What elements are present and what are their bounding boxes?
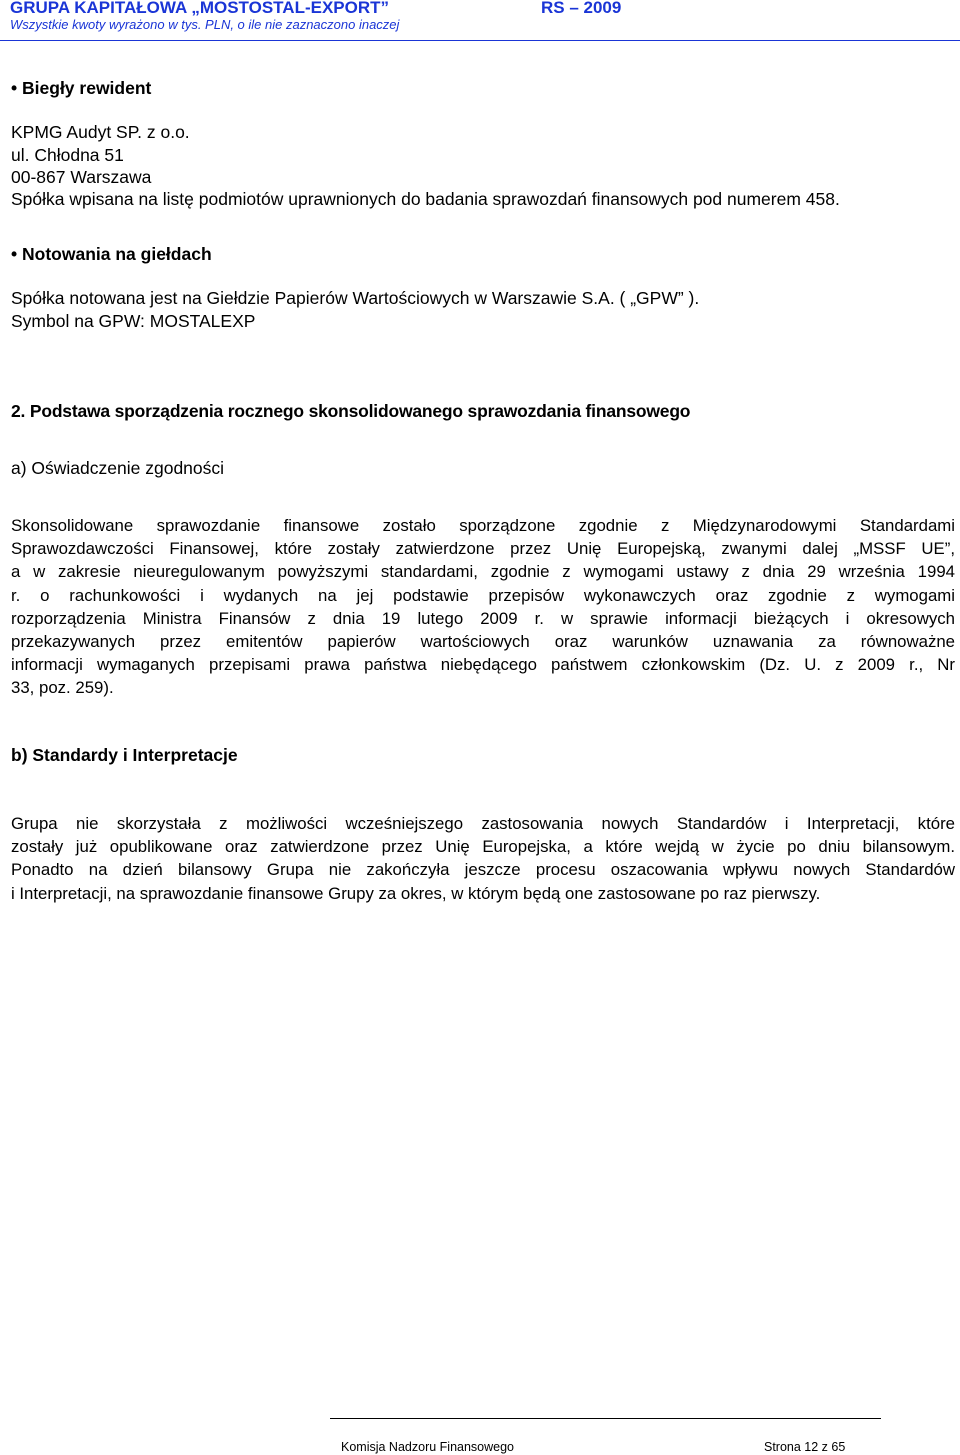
- footer-page-number: Strona 12 z 65: [764, 1440, 846, 1454]
- auditor-heading-text: Biegły rewident: [22, 78, 152, 98]
- auditor-line: ul. Chłodna 51: [11, 145, 124, 165]
- listing-line: Spółka notowana jest na Giełdzie Papierów Wartościowych w Warszawie S.A. ( „GPW” ).: [11, 288, 700, 308]
- paragraph-line: zostały już opublikowane oraz zatwierdzone przez Unię Europejska, a które wejdą w życie po dniu bilansowym.: [11, 837, 955, 857]
- listing-heading: [11, 243, 212, 265]
- paragraph-line: Sprawozdawczości Finansowej, które zostały zatwierdzone przez Unię Europejską, zwanymi dalej „MSSF UE”,: [11, 539, 955, 559]
- paragraph-line: r. o rachunkowości i wydanych na jej podstawie przepisów wykonawczych oraz zgodnie z wymogami: [11, 585, 955, 605]
- header-report-code: RS – 2009: [541, 0, 622, 17]
- bullet-icon: •: [11, 78, 18, 98]
- paragraph-line: rozporządzenia Ministra Finansów z dnia 19 lutego 2009 r. w sprawie informacji bieżących i okresowych: [11, 608, 955, 628]
- subsection-b-title: b) Standardy i Interpretacje: [11, 745, 238, 765]
- paragraph-line: Grupa nie skorzystała z możliwości wcześniejszego zastosowania nowych Standardów i Interpretacji, które: [11, 814, 955, 833]
- paragraph-line: informacji wymaganych przepisami prawa państwa niebędącego państwem członkowskim (Dz. U. z 2009 r., Nr: [11, 655, 955, 675]
- subsection-a-title: a) Oświadczenie zgodności: [11, 458, 225, 478]
- header-company-name: GRUPA KAPITAŁOWA „MOSTOSTAL-EXPORT”: [10, 0, 390, 17]
- paragraph-line: Skonsolidowane sprawozdanie finansowe zostało sporządzone zgodnie z Międzynarodowymi Standardami: [11, 516, 955, 535]
- subsection-b-paragraph: [11, 812, 955, 905]
- footer-divider: [330, 1418, 881, 1419]
- paragraph-line: a w zakresie nieuregulowanym powyższymi standardami, zgodnie z wymogami ustawy z dnia 29 września 1994: [11, 562, 955, 582]
- auditor-line: 00-867 Warszawa: [11, 167, 152, 187]
- auditor-heading: [11, 77, 151, 99]
- bullet-icon: •: [11, 244, 18, 264]
- footer-publisher: Komisja Nadzoru Finansowego: [341, 1440, 515, 1454]
- listing-line: Symbol na GPW: MOSTALEXP: [11, 311, 256, 331]
- paragraph-line: i Interpretacji, na sprawozdanie finansowe Grupy za okres, w którym będą one zastosowane po raz pierwszy.: [11, 883, 821, 903]
- subsection-a-paragraph: [11, 514, 955, 700]
- auditor-line: Spółka wpisana na listę podmiotów uprawnionych do badania sprawozdań finansowych pod numerem 458.: [11, 189, 840, 209]
- listing-heading-text: Notowania na giełdach: [22, 244, 212, 264]
- header-divider: [0, 40, 960, 41]
- section-title: 2. Podstawa sporządzenia rocznego skonsolidowanego sprawozdania finansowego: [11, 401, 691, 421]
- header-currency-note: Wszystkie kwoty wyrażono w tys. PLN, o ile nie zaznaczono inaczej: [10, 17, 400, 32]
- paragraph-line: przekazywanych przez emitentów papierów wartościowych oraz warunków uznawania za równoważne: [11, 632, 955, 652]
- auditor-line: KPMG Audyt SP. z o.o.: [11, 122, 190, 142]
- paragraph-line: Ponadto na dzień bilansowy Grupa nie zakończyła jeszcze procesu oszacowania wpływu nowych Standardów: [11, 860, 955, 880]
- paragraph-line: 33, poz. 259).: [11, 678, 114, 698]
